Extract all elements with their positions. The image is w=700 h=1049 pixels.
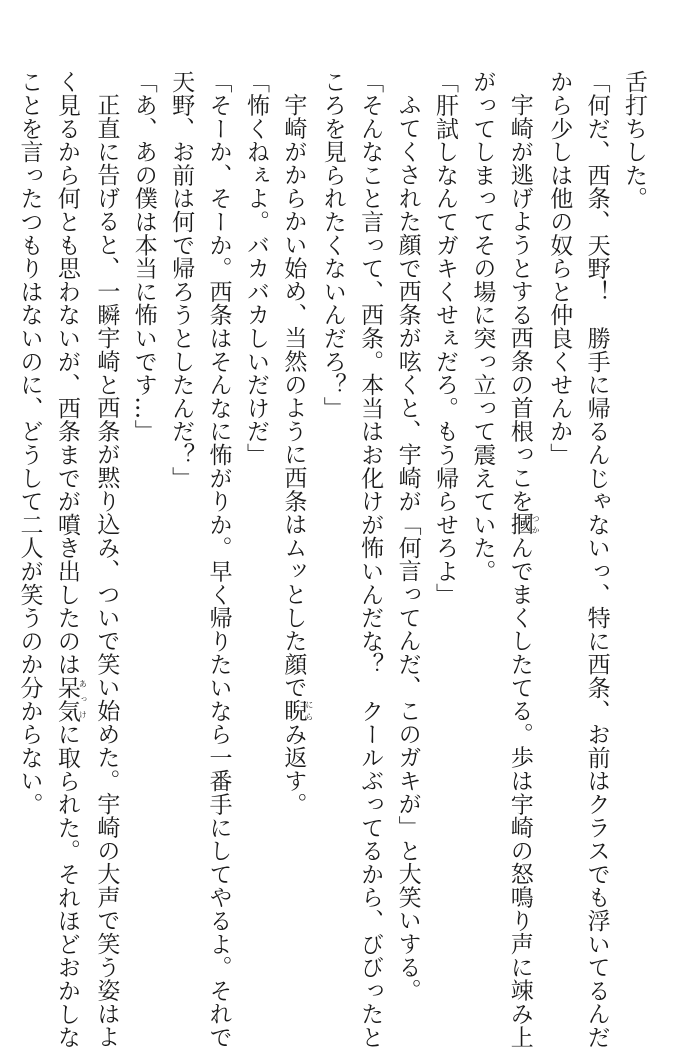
ruby-word: 摑つか xyxy=(506,512,541,536)
text-line: 宇崎がからかい始め、当然のように西条はムッとした顔で睨にらみ返す。 xyxy=(280,93,314,816)
text-line: く見るから何とも思わないが、西条までが噴き出したのは呆気あっけに取られた。それほどおかしな xyxy=(53,70,88,1049)
vertical-text-body xyxy=(10,70,652,1049)
ruby-word: 睨にら xyxy=(280,698,314,723)
text-line: 「怖くねぇよ。バカバカしいだけだ」 xyxy=(242,70,269,467)
text-line: 「そーか、そーか。西条はそんなに怖がりか。早く帰りたいなら一番手にしてやるよ。それで xyxy=(205,70,232,1049)
text-line: 正直に告げると、一瞬宇崎と西条が黙り込み、ついで笑い始めた。宇崎の大声で笑う姿はよ xyxy=(93,93,120,1049)
text-line: ことを言ったつもりはないのに、どうして二人が笑うのか分からない。 xyxy=(16,70,43,816)
text-line: 舌打ちした。 xyxy=(621,70,647,210)
text-line: 宇崎が逃げようとする西条の首根っこを摑つかんでまくしたてる。歩は宇崎の怒鳴り声に竦み上 xyxy=(506,93,541,1049)
text-line: 「肝試しなんてガキくせぇだろ。もう帰らせろよ」 xyxy=(431,70,458,606)
text-line: 天野、お前は何で帰ろうとしたんだ？」 xyxy=(168,70,195,490)
text-line: 「そんなこと言って、西条。本当はお化けが怖いんだな？ クールぶってるから、びびったと xyxy=(357,70,384,1049)
text-line: がってしまってその場に突っ立って震えていた。 xyxy=(469,70,496,583)
text-line: 「あ、あの僕は本当に怖いです…」 xyxy=(130,70,157,443)
text-line: 「何だ、西条、天野！ 勝手に帰るんじゃないっ、特に西条、お前はクラスでも浮いてるんだ xyxy=(583,70,610,1049)
text-line: ふてくされた顔で西条が呟くと、宇崎が「何言ってんだ、このガキが」と大笑いする。 xyxy=(394,93,421,1002)
ruby-word: 呆気あっけ xyxy=(53,675,88,723)
text-line: から少しは他の奴らと仲良くせんか」 xyxy=(546,70,573,467)
text-line: ころを見られたくないんだろ？」 xyxy=(319,70,346,420)
